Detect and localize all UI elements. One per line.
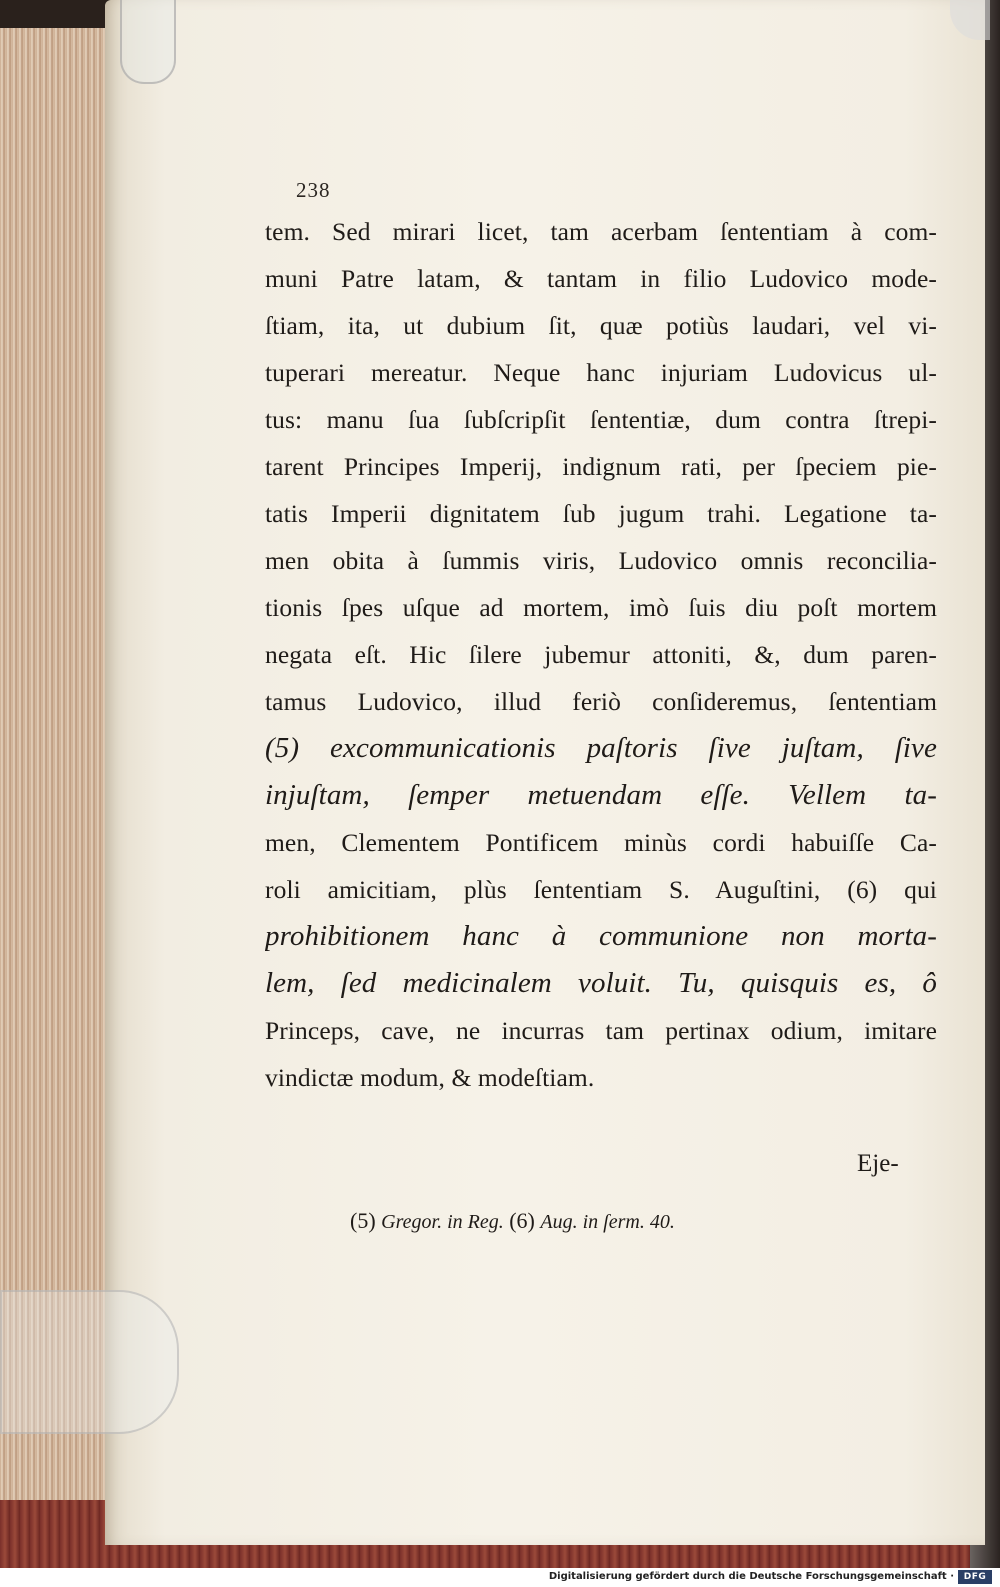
footnotes xyxy=(350,1208,675,1234)
text-line: men, Clementem Pontificem minùs cordi habuiſſe Ca- xyxy=(265,828,937,857)
footnote-number: (5) xyxy=(350,1208,376,1233)
page-holder-icon xyxy=(0,1290,179,1434)
body-text xyxy=(265,208,937,1101)
text-line: roli amicitiam, plùs ſententiam S. Auguſtini, (6) qui xyxy=(265,875,937,904)
text-line: tatis Imperii dignitatem ſub jugum trahi. Legatione ta- xyxy=(265,499,937,528)
page-number: 238 xyxy=(296,178,331,202)
text-line-italic: prohibitionem hanc à communione non morta- xyxy=(265,920,937,952)
text-line-italic: (5) excommunicationis paſtoris ſive juſtam, ſive xyxy=(265,732,937,764)
text-line: negata eſt. Hic ſilere jubemur attoniti, &, dum paren- xyxy=(265,640,937,669)
catchword: Eje- xyxy=(857,1150,899,1177)
text-line: tem. Sed mirari licet, tam acerbam ſententiam à com- xyxy=(265,217,937,246)
text-line: tuperari mereatur. Neque hanc injuriam Ludovicus ul- xyxy=(265,358,937,387)
text-line-italic: lem, ſed medicinalem voluit. Tu, quisquis es, ô xyxy=(265,967,937,999)
text-line: muni Patre latam, & tantam in filio Ludovico mode- xyxy=(265,264,937,293)
dfg-logo-icon: DFG xyxy=(958,1570,992,1584)
text-line-italic: injuſtam, ſemper metuendam eſſe. Vellem ta- xyxy=(265,779,937,811)
text-line: vindictæ modum, & modeſtiam. xyxy=(265,1063,595,1092)
text-line: men obita à ſummis viris, Ludovico omnis reconcilia- xyxy=(265,546,937,575)
footnote-reference: Aug. in ſerm. 40. xyxy=(540,1211,675,1233)
text-line: ſtiam, ita, ut dubium ſit, quæ potiùs laudari, vel vi- xyxy=(265,311,937,340)
text-line: tamus Ludovico, illud feriò conſideremus, ſententiam xyxy=(265,687,937,716)
text-line: tarent Principes Imperij, indignum rati, per ſpeciem pie- xyxy=(265,452,937,481)
text-line: Princeps, cave, ne incurras tam pertinax odium, imitare xyxy=(265,1016,937,1045)
footnote-number: (6) xyxy=(509,1208,535,1233)
footnote-reference: Gregor. in Reg. xyxy=(381,1211,504,1233)
digitization-credit: Digitalisierung gefördert durch die Deutsche Forschungsgemeinschaft · xyxy=(548,1571,954,1582)
page-clip-icon xyxy=(120,0,176,84)
text-line: tus: manu ſua ſubſcripſit ſententiæ, dum contra ſtrepi- xyxy=(265,405,937,434)
text-line: tionis ſpes uſque ad mortem, imò ſuis diu poſt mortem xyxy=(265,593,937,622)
